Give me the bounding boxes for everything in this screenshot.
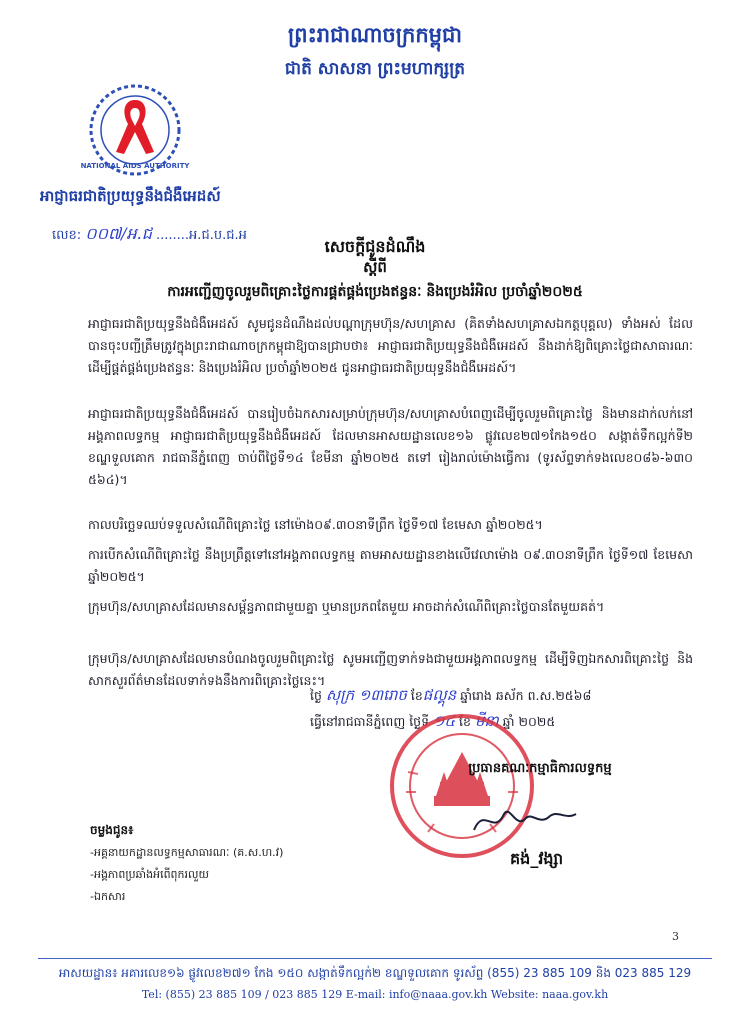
solar-day: ១៤: [433, 712, 455, 730]
kingdom-heading: ព្រះរាជាណាចក្រកម្ពុជា: [287, 23, 462, 47]
document-subject: ការអញ្ជើញចូលរួមពិគ្រោះថ្លៃការផ្គត់ផ្គង់ប្រេងឥន្ធនៈ និងប្រេងរំអិល ប្រចាំឆ្នាំ២០២៥: [167, 284, 583, 300]
body-paragraph-2: អាជ្ញាធរជាតិប្រយុទ្ធនឹងជំងឺអេដស៍ បានរៀបចំឯកសារសម្រាប់ក្រុមហ៊ុន/សហគ្រាសបំពេញដើម្បីចូលរួមពិគ្រោះថ្លៃ និងមានដាក់លក់នៅអង្គភាពលទ្ធកម្ម អាជ្ញាធរជាតិប្រយុទ្ធនឹងជំងឺអេដស៍ ដែលមានអាសយដ្ឋានលេខ១៦ ផ្លូវលេខ២៧១កែង១៥០ សង្កាត់ទឹកល្អក់ទី២ ខណ្ឌទួលគោក រាជធានីភ្នំពេញ ចាប់ពីថ្ងៃទី១៤ ខែមីនា ឆ្នាំ២០២៥ តទៅ រៀងរាល់ម៉ោងធ្វើការ (ទូរស័ព្ទទាក់ទងលេខ០៨៦-៦៣០ ៥៦៤)។: [88, 406, 693, 487]
lunar-suffix: ឆ្នាំរោង ឆស័ក ព.ស.២៥៦៨: [460, 688, 592, 703]
reference-suffix: /អ.ជ: [121, 224, 152, 243]
body-paragraph-5: ក្រុមហ៊ុន/សហគ្រាសដែលមានសម្ព័ន្ធភាពជាមួយគ្នា ឬមានប្រភពតែមួយ អាចដាក់សំណើពិគ្រោះថ្លៃបានតែមួយគត់។: [88, 599, 605, 614]
solar-prefix: ធ្វើនៅរាជធានីភ្នំពេញ ថ្ងៃទី: [310, 714, 430, 729]
document-type: សេចក្តីជូនដំណឹង: [324, 237, 426, 256]
lunar-mid: ខែ: [410, 688, 423, 703]
body-paragraph-4: ការបើកសំណើពិគ្រោះថ្លៃ នឹងប្រព្រឹត្តទៅនៅអង្គភាពលទ្ធកម្ម តាមអាសយដ្ឋានខាងលើវេលាម៉ោង ០៩.៣០នាទីព្រឹក ថ្ងៃទី១៧ ខែមេសា ឆ្នាំ២០២៥។: [88, 547, 693, 584]
body-paragraph-3: កាលបរិច្ឆេទឈប់ទទួលសំណើពិគ្រោះថ្លៃ នៅម៉ោង០៩.៣០នាទីព្រឹក ថ្ងៃទី១៧ ខែមេសា ឆ្នាំ២០២៥។: [88, 517, 543, 532]
reference-number: ០០៧: [85, 224, 122, 243]
lunar-prefix: ថ្ងៃ: [310, 688, 322, 703]
reference-dots: ........អ.ជ.ប.ជ.អ: [156, 228, 247, 243]
footer-address: អាសយដ្ឋាន៖ អគារលេខ១៦ ផ្លូវលេខ២៧១ កែង ១៥០ សង្កាត់ទឹកល្អក់២ ខណ្ឌទួលគោក ទូរស័ព្ទ (855) 23 885 109 និង 023 885 129: [58, 966, 692, 980]
lunar-month: ផល្គុន: [422, 686, 457, 704]
regarding-label: ស្តីពី: [363, 258, 387, 276]
cc-item: -អគ្គនាយកដ្ឋានលទ្ធកម្មសាធារណៈ (គ.ស.ហ.វ): [90, 846, 284, 859]
lunar-date: [310, 686, 591, 708]
cc-item: -ឯកសារ: [90, 890, 126, 903]
signer-name: គង់_វង្សា: [510, 849, 564, 868]
red-ribbon-icon: [116, 100, 154, 154]
solar-month: មីនា: [474, 712, 499, 730]
organization-name: អាជ្ញាធរជាតិប្រយុទ្ធនឹងជំងឺអេដស៍: [40, 187, 221, 205]
solar-suffix: ឆ្នាំ ២០២៥: [502, 714, 556, 729]
body-paragraph-1: អាជ្ញាធរជាតិប្រយុទ្ធនឹងជំងឺអេដស៍ សូមជូនដំណឹងដល់បណ្តាក្រុមហ៊ុន/សហគ្រាស (គិតទាំងសហគ្រាសឯកត្តបុគ្គល) ទាំងអស់ ដែលបានចុះបញ្ជីត្រឹមត្រូវក្នុងព្រះរាជាណាចក្រកម្ពុជាឱ្យបានជ្រាបថា៖ អាជ្ញាធរជាតិប្រយុទ្ធនឹងជំងឺអេដស៍ នឹងដាក់ឱ្យពិគ្រោះថ្លៃជាសាធារណៈ ដើម្បីផ្គត់ផ្គង់ប្រេងឥន្ធនៈ និងប្រេងរំអិល ប្រចាំឆ្នាំ២០២៥ ជូនអាជ្ញាធរជាតិប្រយុទ្ធនឹងជំងឺអេដស៍។: [88, 316, 693, 375]
handwritten-signature: [470, 800, 580, 840]
naa-logo: [70, 78, 200, 188]
logo-text: NATIONAL AIDS AUTHORITY: [80, 162, 190, 170]
reference-prefix: លេខ:: [52, 228, 82, 243]
national-motto: ជាតិ សាសនា ព្រះមហាក្សត្រ: [284, 59, 466, 79]
solar-mid: ខែ: [458, 714, 471, 729]
cc-label: ចម្លងជូន៖: [90, 823, 134, 837]
page-number: 3: [672, 930, 679, 943]
signer-title: ប្រធានគណៈកម្មាធិការលទ្ធកម្ម: [468, 761, 612, 776]
body-paragraph-6: ក្រុមហ៊ុន/សហគ្រាសដែលមានបំណងចូលរួមពិគ្រោះថ្លៃ សូមអញ្ជើញទាក់ទងជាមួយអង្គភាពលទ្ធកម្ម ដើម្បីទិញឯកសារពិគ្រោះថ្លៃ និងសាកសួរព័ត៌មានដែលទាក់ទងនឹងការពិគ្រោះថ្លៃនេះ។: [88, 651, 693, 688]
footer-divider: [38, 958, 712, 959]
footer-contact: Tel: (855) 23 885 109 / 023 885 129 E-mail: info@naaa.gov.kh Website: naaa.gov.kh: [141, 988, 609, 1001]
cc-item: -អង្គភាពប្រឆាំងអំពើពុករលួយ: [90, 868, 209, 881]
lunar-day: សុក្រ ១៣រោច: [325, 686, 407, 704]
